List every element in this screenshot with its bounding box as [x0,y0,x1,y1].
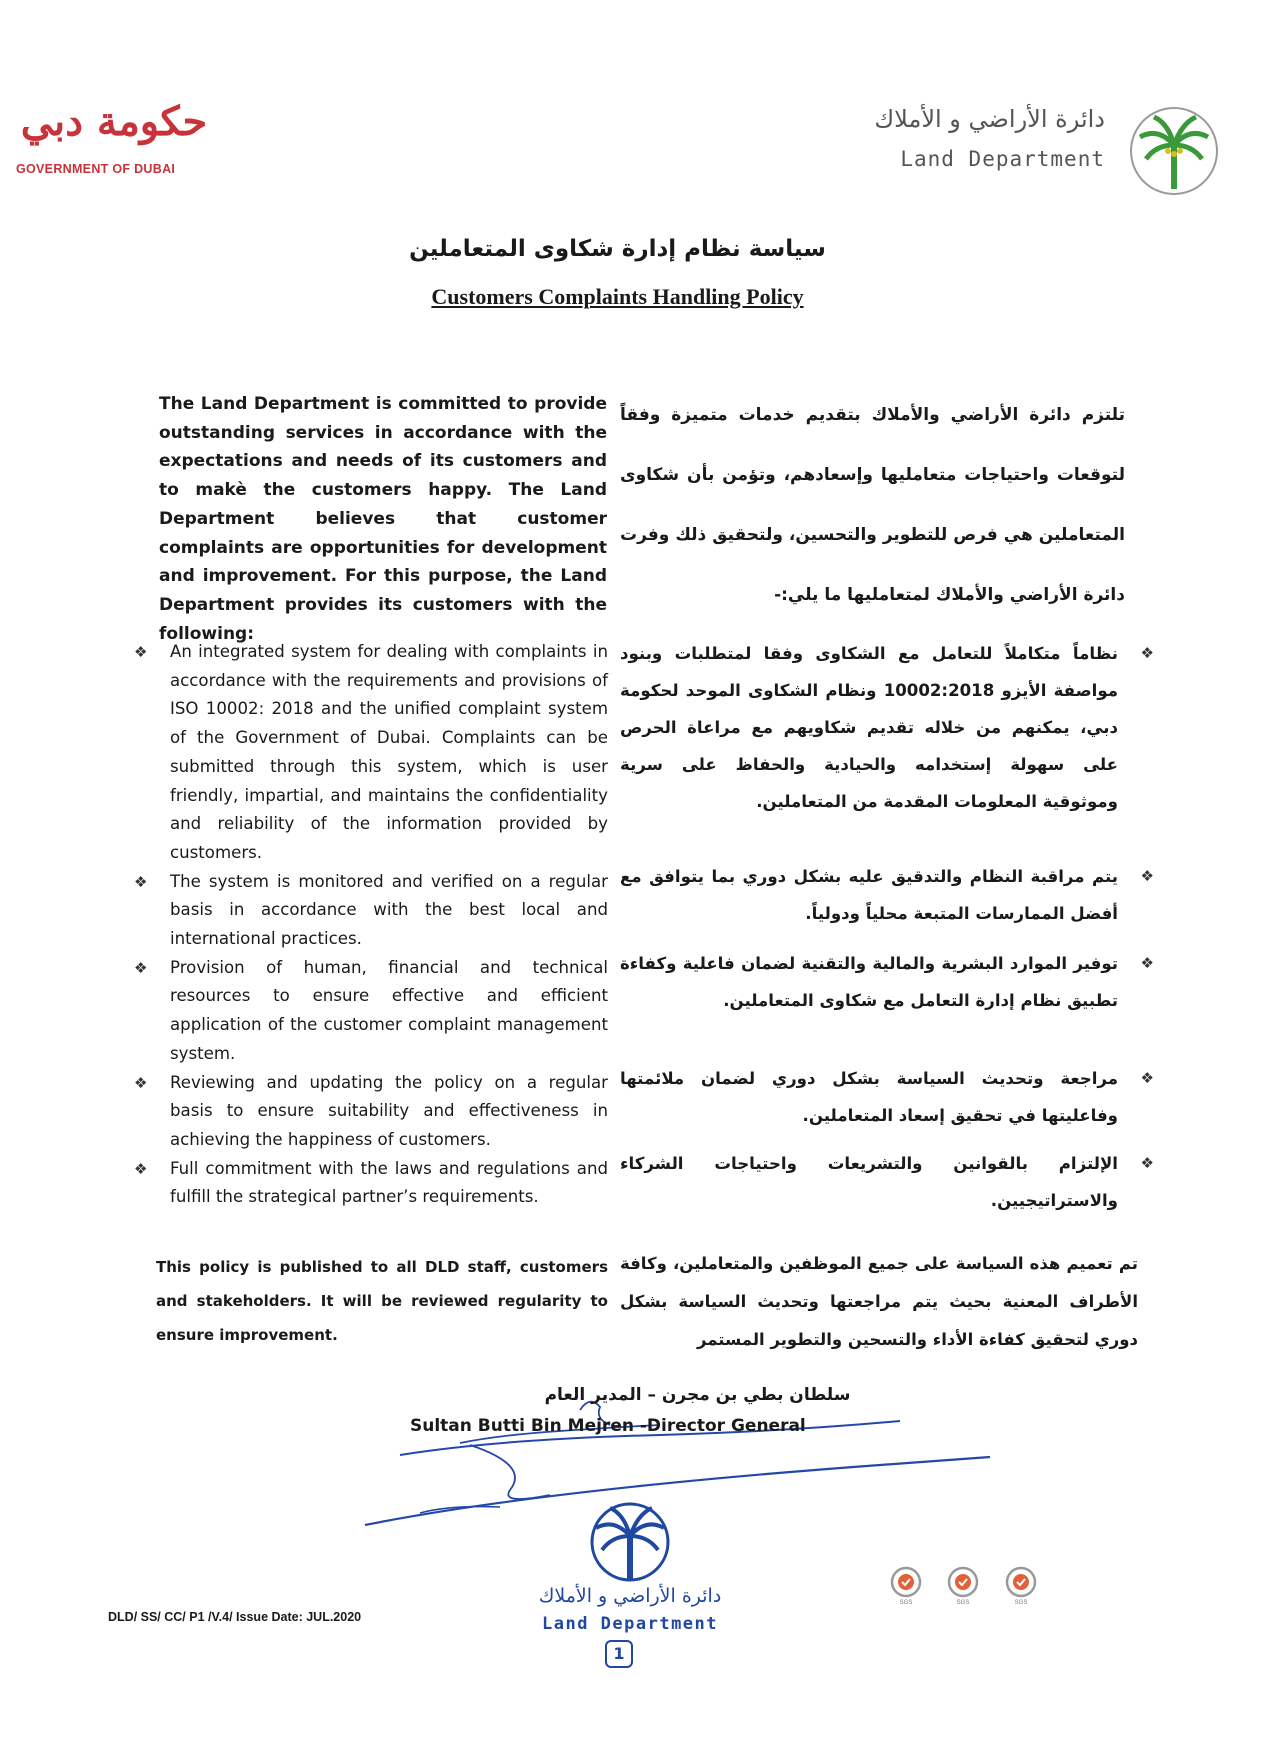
diamond-bullet-icon: ❖ [134,1073,148,1092]
diamond-bullet-icon: ❖ [1140,954,1154,972]
palm-tree-icon [1128,105,1220,197]
intro-arabic: تلتزم دائرة الأراضي والأملاك بتقديم خدمات متميزة وفقاً لتوقعات واحتياجات متعامليها وإسعادهم، وتؤمن بأن شكاوى المتعاملين هي فرص للتطوير والتحسين، ولتحقيق ذلك وفرت دائرة الأراضي والأملاك لمتعامليها ما يلي:- [620,405,1125,605]
gov-logo-arabic: حكومة دبي [20,98,208,145]
stamp-english: Land Department [541,1614,719,1634]
certification-icon [887,1565,925,1599]
diamond-bullet-icon: ❖ [1140,644,1154,662]
closing-arabic: تم تعميم هذه السياسة على جميع الموظفين والمتعاملين، وكافة الأطراف المعنية بحيث يتم مراجعتها وتحديث السياسة بشكل دوري لتحقيق كفاءة الأداء والتسحين والتطوير المستمر [620,1254,1138,1349]
closing-english: This policy is published to all DLD staff, customers and stakeholders. It will be reviewed regularity to ensure improvement. [156,1258,608,1344]
list-item [132,1069,608,1155]
diamond-bullet-icon: ❖ [1140,1154,1154,1172]
list-item [132,868,608,954]
diamond-bullet-icon: ❖ [134,872,148,891]
list-item [132,1155,608,1212]
sgs-certification-mark [1002,1565,1040,1605]
list-item-text: الإلتزام بالقوانين والتشريعات واحتياجات الشركاء والاستراتيجيين. [620,1154,1118,1210]
government-of-dubai-logo [14,92,214,187]
list-item-text: An integrated system for dealing with complaints in accordance with the requirements and provisions of ISO 10002: 2018 and the unified complaint system of the Government of Dubai. Complaints can be submitted through this system, which is user friendly, impartial, and maintains the confidentiality and reliability of the information provided by customers. [170,642,608,862]
sgs-certification-mark [887,1565,925,1605]
bullet-list-english [132,638,608,1212]
list-item-text: نظاماً متكاملاً للتعامل مع الشكاوى وفقا لمتطلبات وبنود مواصفة الأيزو 10002:2018 ونظام الشكاوى الموحد لحكومة دبي، يمكنهم من خلاله تقديم شكاويهم مع مراعاة الحرص على سهولة إستخدامه والحيادية والحفاظ على سرية وموثوقية المعلومات المقدمة من المتعاملين. [620,644,1118,811]
diamond-bullet-icon: ❖ [1140,867,1154,885]
land-department-stamp [510,1500,750,1740]
title-english: Customers Complaints Handling Policy [431,284,804,309]
palm-tree-stamp-icon [580,1500,680,1585]
list-item [132,638,608,868]
sgs-certification-mark [944,1565,982,1605]
certification-label: SGS [1014,1600,1028,1606]
dld-logo-arabic: دائرة الأراضي و الأملاك [874,105,1105,133]
diamond-bullet-icon: ❖ [134,643,148,661]
list-item-text: Full commitment with the laws and regulations and fulfill the strategical partner’s requirements. [170,1158,608,1207]
diamond-bullet-icon: ❖ [134,1159,148,1178]
certification-icon [1002,1565,1040,1599]
diamond-bullet-icon: ❖ [134,958,148,977]
certification-label: SGS [899,1600,913,1606]
list-item-text: توفير الموارد البشرية والمالية والتقنية لضمان فاعلية وكفاءة تطبيق نظام إدارة التعامل مع شكاوى المتعاملين. [620,954,1118,1010]
gov-logo-english: GOVERNMENT OF DUBAI [16,162,176,176]
page-number: 1 [605,1640,633,1668]
signature-name-english: Sultan Butti Bin Mejren -Director General [410,1416,806,1436]
intro-english: The Land Department is committed to provide outstanding services in accordance with the expectations and needs of its customers and to makè the customers happy. The Land Department believes that customer complaints are opportunities for development and improvement. For this purpose, the Land Department provides its customers with the following: [159,394,607,644]
list-item-text: يتم مراقبة النظام والتدقيق عليه بشكل دوري بما يتوافق مع أفضل الممارسات المتبعة محلياً ودولياً. [620,867,1118,923]
list-item-text: مراجعة وتحديث السياسة بشكل دوري لضمان ملائمتها وفاعليتها في تحقيق إسعاد المتعاملين. [620,1069,1118,1125]
diamond-bullet-icon: ❖ [1140,1069,1154,1087]
land-department-logo [850,105,1220,195]
list-item [620,858,1156,932]
list-item-text: Reviewing and updating the policy on a regular basis to ensure suitability and effectiveness in achieving the happiness of customers. [170,1072,608,1149]
certification-icon [944,1565,982,1599]
list-item [620,635,1156,820]
stamp-arabic: دائرة الأراضي و الأملاك [538,1585,722,1607]
list-item-text: Provision of human, financial and technical resources to ensure effective and efficient application of the customer complaint management system. [170,957,608,1063]
list-item-text: The system is monitored and verified on a regular basis in accordance with the best local and international practices. [170,871,608,949]
list-item [132,954,608,1069]
list-item [620,1060,1156,1134]
dld-logo-english: Land Department [900,147,1105,171]
certification-label: SGS [956,1600,970,1606]
list-item [620,945,1156,1019]
title-arabic: سياسة نظام إدارة شكاوى المتعاملين [409,236,826,262]
document-reference: DLD/ SS/ CC/ P1 /V.4/ Issue Date: JUL.2020 [108,1610,362,1624]
list-item [620,1145,1156,1219]
signature-name-arabic: سلطان بطي بن مجرن – المدير العام [544,1385,851,1405]
